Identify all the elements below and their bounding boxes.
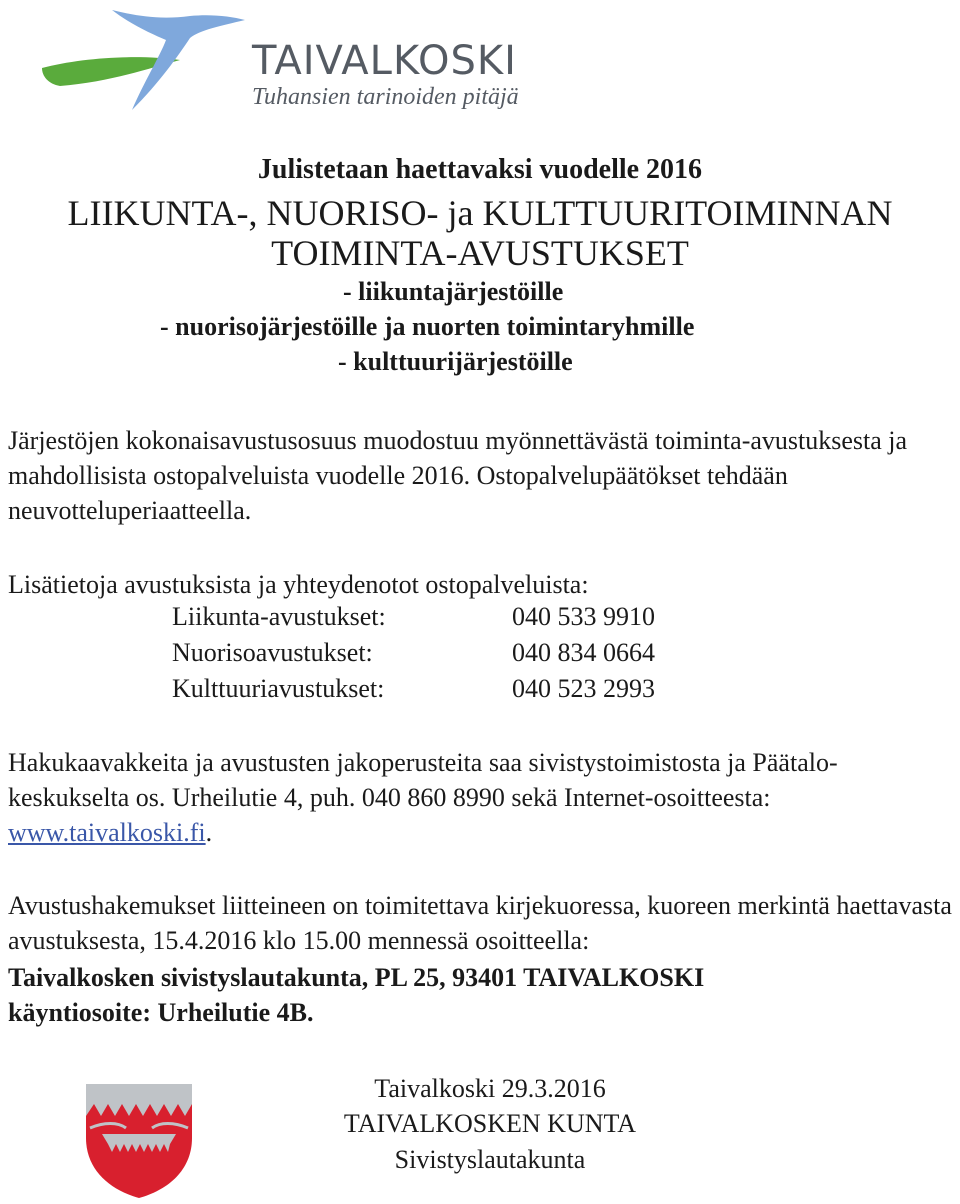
paragraph-submission: Avustushakemukset liitteineen on toimitettava kirjekuoressa, kuoreen merkintä haettavasta avustuksesta, 15.4.2016 klo 15.00 mennessä osoitteella: [8,891,952,955]
target-item-sports: - liikuntajärjestöille [343,277,564,306]
paragraph-application-forms [8,745,958,850]
taivalkoski-logo [40,4,519,116]
contact-phone-youth: 040 834 0664 [512,638,655,667]
target-item-youth: - nuorisojärjestöille ja nuorten toimintaryhmille [160,312,695,341]
application-forms-end: . [205,818,213,847]
signature-board: Sivistyslautakunta [394,1145,586,1174]
contact-phone-culture: 040 523 2993 [512,674,655,703]
announcement-title-line1: LIIKUNTA-, NUORISO- ja KULTTUURITOIMINNAN [67,193,893,233]
announcement-title-line2: TOIMINTA-AVUSTUKSET [271,233,689,273]
logo-slogan: Tuhansien tarinoiden pitäjä [252,84,519,110]
address-line2: käyntiosoite: Urheilutie 4B. [8,998,314,1027]
submission-address [8,960,958,1030]
website-link[interactable]: www.taivalkoski.fi [8,818,206,847]
announcement-lead: Julistetaan haettavaksi vuodelle 2016 [257,154,703,185]
application-forms-text: Hakukaavakkeita ja avustusten jakoperusteita saa sivistystoimistosta ja Päätalo-keskukselta os. Urheilutie 4, puh. 040 860 8990 sekä Internet-osoitteesta: [8,748,838,812]
contact-label-sports: Liikunta-avustukset: [172,602,386,631]
contact-label-youth: Nuorisoavustukset: [172,638,373,667]
logo-brand-name: TAIVALKOSKI [252,38,517,84]
contact-label-culture: Kulttuuriavustukset: [172,674,385,703]
paragraph-more-info: Lisätietoja avustuksista ja yhteydenotot ostopalveluista: [8,570,589,599]
logo-swoosh-icon [40,4,250,116]
contact-phone-sports: 040 533 9910 [512,602,655,631]
signature-place-date: Taivalkoski 29.3.2016 [374,1074,606,1103]
coat-of-arms-icon [84,1082,194,1200]
target-item-culture: - kulttuurijärjestöille [338,347,573,376]
paragraph-total-grant: Järjestöjen kokonaisavustusosuus muodostuu myönnettävästä toiminta-avustuksesta ja mahdollisista ostopalveluista vuodelle 2016. Ostopalvelupäätökset tehdään neuvotteluperiaatteella. [8,426,908,525]
signature-municipality: TAIVALKOSKEN KUNTA [343,1109,637,1138]
address-line1: Taivalkosken sivistyslautakunta, PL 25, 93401 TAIVALKOSKI [8,963,705,992]
